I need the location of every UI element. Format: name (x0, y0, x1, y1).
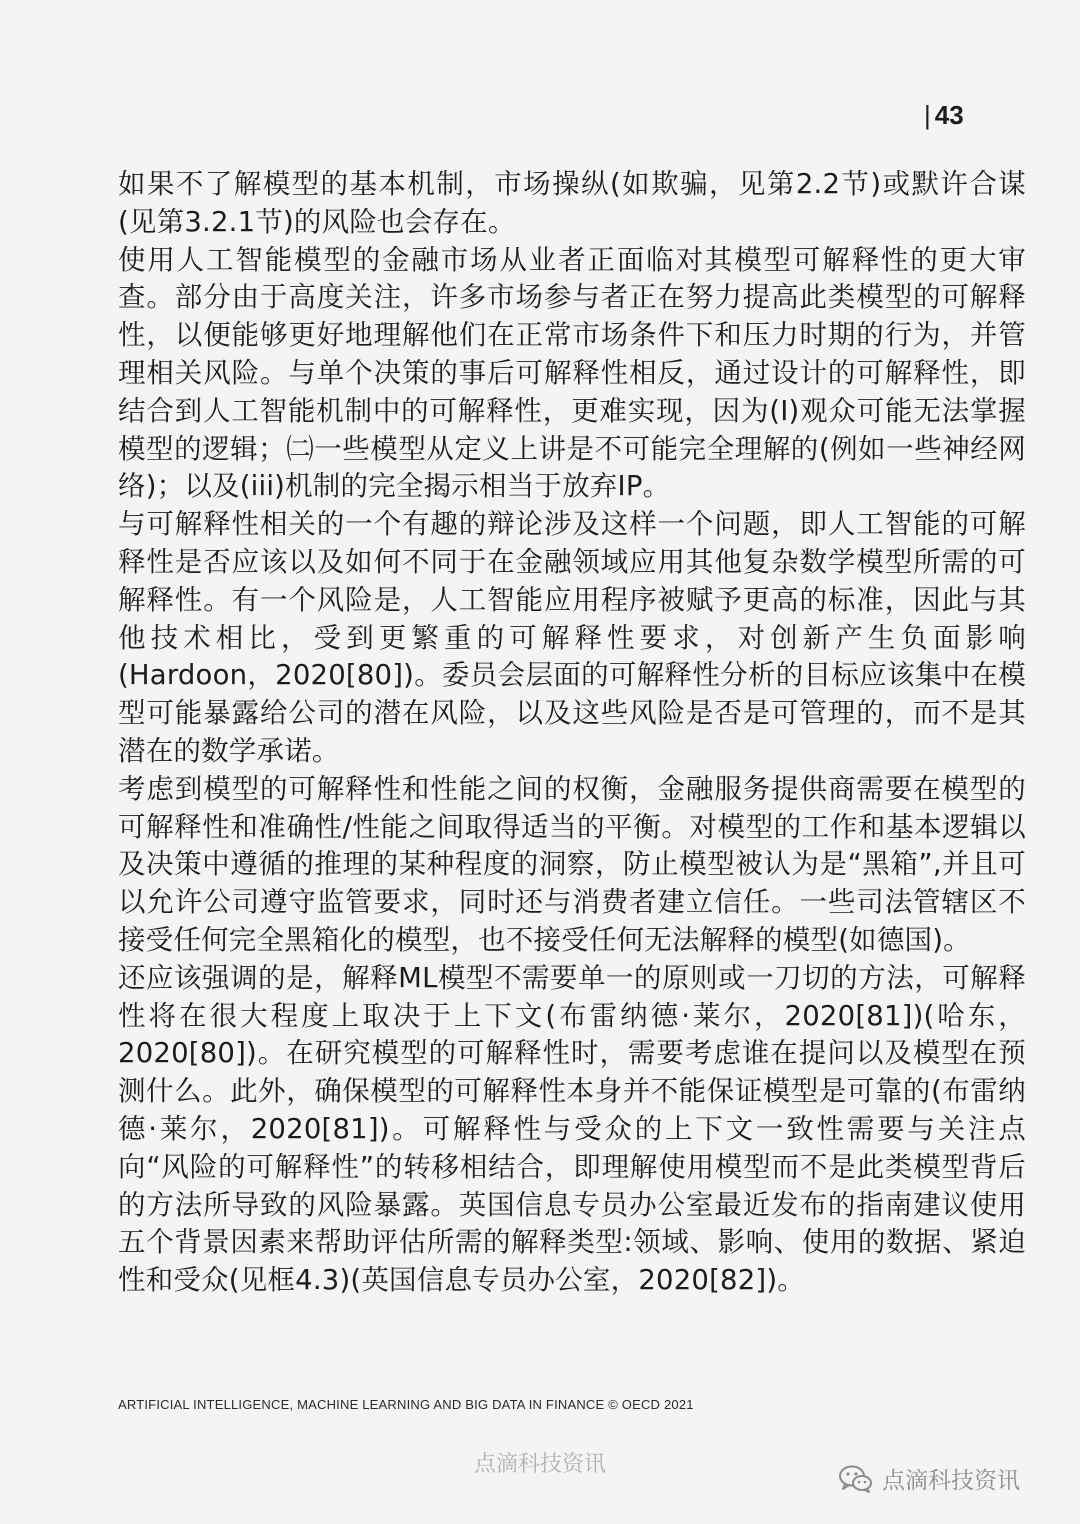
watermark-text: 点滴科技资讯 (473, 1452, 606, 1477)
page-number-separator: | (924, 100, 931, 130)
wechat-icon (838, 1464, 874, 1494)
paragraph: 使用人工智能模型的金融市场从业者正面临对其模型可解释性的更大审查。部分由于高度关注，许多市场参与者正在努力提高此类模型的可解释性，以便能够更好地理解他们在正常市场条件下和压力时期的行为，并管理相关风险。与单个决策的事后可解释性相反，通过设计的可解释性，即结合到人工智能机制中的可解释性，更难实现，因为(I)观众可能无法掌握模型的逻辑；㈡一些模型从定义上讲是不可能完全理解的(例如一些神经网络)；以及(iii)机制的完全揭示相当于放弃IP。 (118, 243, 1026, 503)
wechat-account-name: 点滴科技资讯 (882, 1468, 1020, 1494)
paragraph: 考虑到模型的可解释性和性能之间的权衡，金融服务提供商需要在模型的可解释性和准确性/性能之间取得适当的平衡。对模型的工作和基本逻辑以及决策中遵循的推理的某种程度的洞察，防止模型被认为是“黑箱”,并且可以允许公司遵守监管要求，同时还与消费者建立信任。一些司法管辖区不接受任何完全黑箱化的模型，也不接受任何无法解释的模型(如德国)。 (118, 772, 1026, 956)
page-number (924, 100, 964, 131)
page-footer: ARTIFICIAL INTELLIGENCE, MACHINE LEARNING AND BIG DATA IN FINANCE © OECD 2021 (118, 1397, 694, 1412)
document-body (118, 166, 1026, 1300)
page-number-value: 43 (934, 100, 964, 130)
paragraph: 如果不了解模型的基本机制，市场操纵(如欺骗，见第2.2节)或默许合谋(见第3.2.1节)的风险也会存在。 (118, 168, 1026, 238)
paragraph: 与可解释性相关的一个有趣的辩论涉及这样一个问题，即人工智能的可解释性是否应该以及如何不同于在金融领域应用其他复杂数学模型所需的可解释性。有一个风险是，人工智能应用程序被赋予更高的标准，因此与其他技术相比，受到更繁重的可解释性要求，对创新产生负面影响(Hardoon，2020[80])。委员会层面的可解释性分析的目标应该集中在模型可能暴露给公司的潜在风险，以及这些风险是否是可管理的，而不是其潜在的数学承诺。 (118, 508, 1026, 767)
paragraph: 还应该强调的是，解释ML模型不需要单一的原则或一刀切的方法，可解释性将在很大程度上取决于上下文(布雷纳德·莱尔，2020[81])(哈东，2020[80])。在研究模型的可解释性时，需要考虑谁在提问以及模型在预测什么。此外，确保模型的可解释性本身并不能保证模型是可靠的(布雷纳德·莱尔，2020[81])。可解释性与受众的上下文一致性需要与关注点向“风险的可解释性”的转移相结合，即理解使用模型而不是此类模型背后的方法所导致的风险暴露。英国信息专员办公室最近发布的指南建议使用五个背景因素来帮助评估所需的解释类型:领域、影响、使用的数据、紧迫性和受众(见框4.3)(英国信息专员办公室，2020[82])。 (118, 961, 1026, 1297)
wechat-account-badge (838, 1462, 1020, 1495)
